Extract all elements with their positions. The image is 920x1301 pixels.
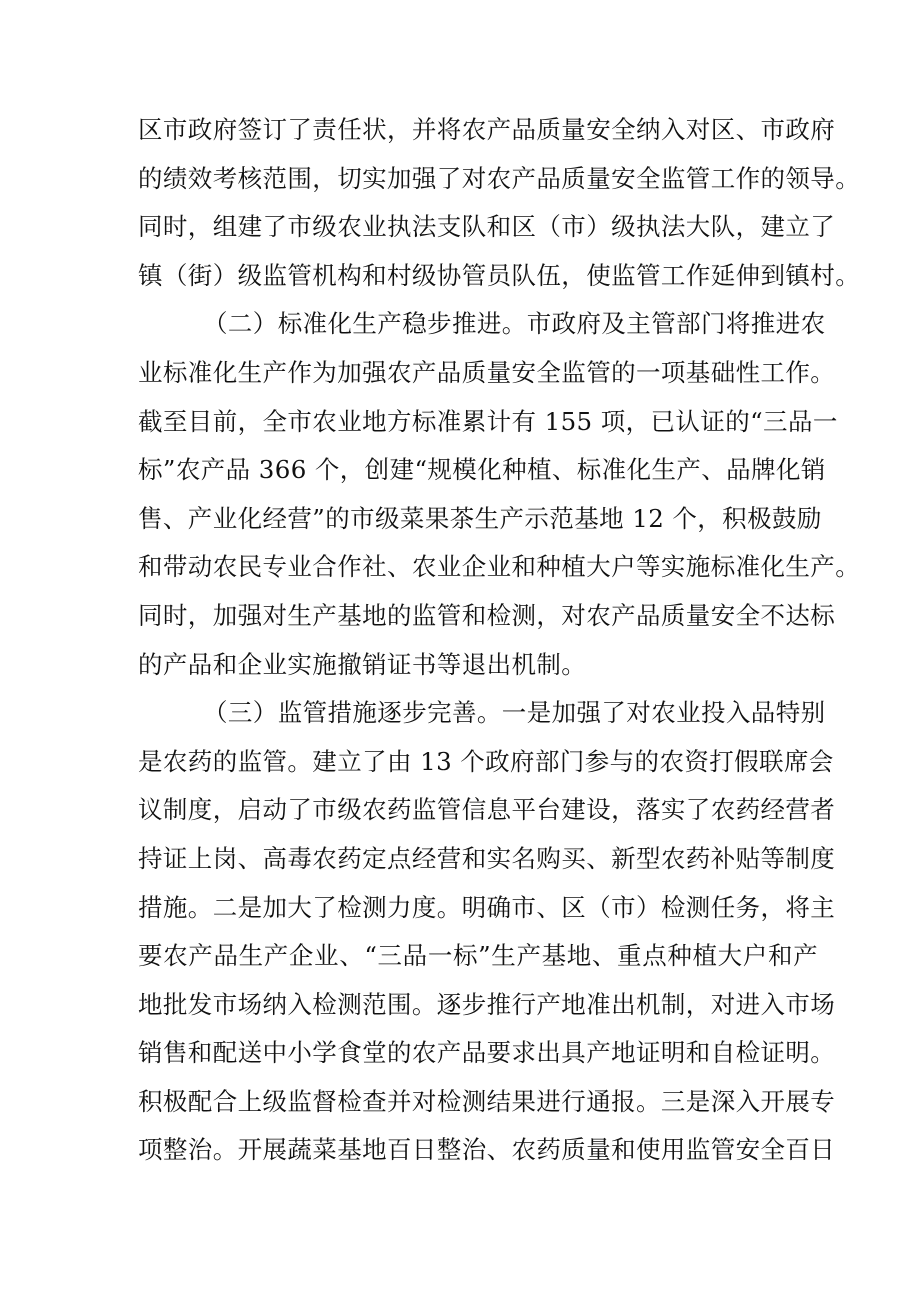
text-line: 是农药的监管。建立了由 13 个政府部门参与的农资打假联席会 <box>138 746 834 776</box>
text-line: 要农产品生产企业、“三品一标”生产基地、重点种植大户和产 <box>138 941 818 971</box>
text-line: 同时，组建了市级农业执法支队和区（市）级执法大队，建立了 <box>138 212 836 242</box>
text-line: 销售和配送中小学食堂的农产品要求出具产地证明和自检证明。 <box>138 1038 836 1068</box>
text-line: 的绩效考核范围，切实加强了对农产品质量安全监管工作的领导。 <box>138 163 861 193</box>
section-heading-line: （三）监管措施逐步完善。一是加强了对农业投入品特别 <box>203 698 826 728</box>
text-line: 持证上岗、高毒农药定点经营和实名购买、新型农药补贴等制度 <box>138 843 836 873</box>
text-line: 镇（街）级监管机构和村级协管员队伍，使监管工作延伸到镇村。 <box>138 260 861 290</box>
text-line: 和带动农民专业合作社、农业企业和种植大户等实施标准化生产。 <box>138 552 861 582</box>
section-heading-line: （二）标准化生产稳步推进。市政府及主管部门将推进农 <box>203 309 826 339</box>
text-line: 售、产业化经营”的市级菜果茶生产示范基地 12 个，积极鼓励 <box>138 503 822 533</box>
text-line: 截至目前，全市农业地方标准累计有 155 项，已认证的“三品一 <box>138 406 838 436</box>
text-line: 业标准化生产作为加强农产品质量安全监管的一项基础性工作。 <box>138 357 836 387</box>
text-line: 积极配合上级监督检查并对检测结果进行通报。三是深入开展专 <box>138 1086 836 1116</box>
text-line: 措施。二是加大了检测力度。明确市、区（市）检测任务，将主 <box>138 892 836 922</box>
text-line: 区市政府签订了责任状，并将农产品质量安全纳入对区、市政府 <box>138 115 836 144</box>
text-line: 地批发市场纳入检测范围。逐步推行产地准出机制，对进入市场 <box>138 989 836 1019</box>
text-line: 议制度，启动了市级农药监管信息平台建设，落实了农药经营者 <box>138 795 836 825</box>
body-text <box>138 106 861 1175</box>
text-line: 同时，加强对生产基地的监管和检测，对农产品质量安全不达标 <box>138 600 836 630</box>
text-line: 的产品和企业实施撤销证书等退出机制。 <box>138 649 587 679</box>
text-line: 项整治。开展蔬菜基地百日整治、农药质量和使用监管安全百日 <box>138 1135 836 1165</box>
text-line: 标”农产品 366 个，创建“规模化种植、标准化生产、品牌化销 <box>138 455 826 485</box>
